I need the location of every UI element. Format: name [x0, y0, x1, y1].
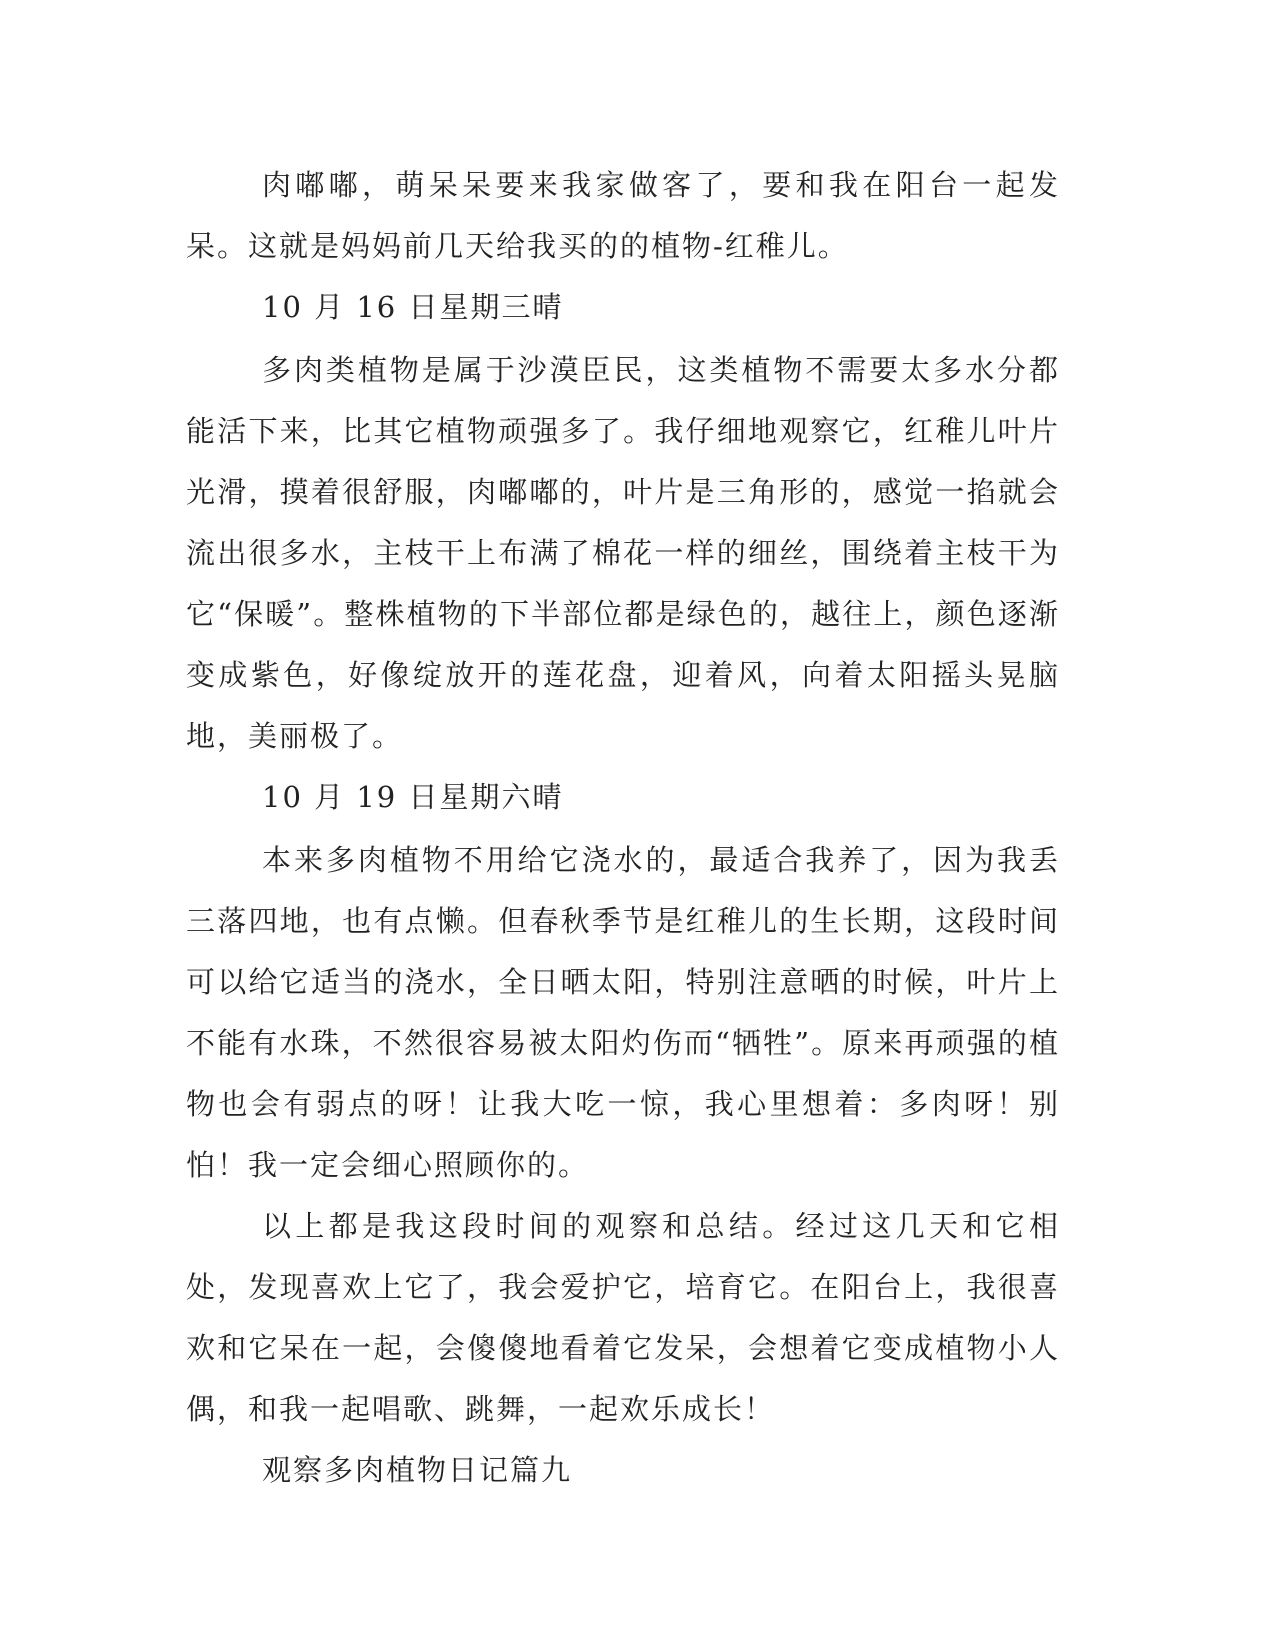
- paragraph-watering: 本来多肉植物不用给它浇水的，最适合我养了，因为我丢三落四地，也有点懒。但春秋季节是红稚儿的生长期，这段时间可以给它适当的浇水，全日晒太阳，特别注意晒的时候，叶片上不能有水珠，不然很容易被太阳灼伤而“牺牲”。原来再顽强的植物也会有弱点的呀！让我大吃一惊，我心里想着：多肉呀！别怕！我一定会细心照顾你的。: [186, 843, 1060, 1182]
- paragraph-intro: 肉嘟嘟，萌呆呆要来我家做客了，要和我在阳台一起发呆。这就是妈妈前几天给我买的的植物-红稚儿。: [186, 168, 1060, 263]
- paragraph-summary: 以上都是我这段时间的观察和总结。经过这几天和它相处，发现喜欢上它了，我会爱护它，培育它。在阳台上，我很喜欢和它呆在一起，会傻傻地看着它发呆，会想着它变成植物小人偶，和我一起唱歌、跳舞，一起欢乐成长！: [186, 1209, 1060, 1426]
- section-title: 观察多肉植物日记篇九: [262, 1453, 573, 1487]
- document-body: [186, 155, 1060, 1501]
- date-heading-oct-16: 10 月 16 日星期三晴: [262, 290, 564, 324]
- date-heading-oct-19: 10 月 19 日星期六晴: [262, 780, 564, 814]
- paragraph-observation: 多肉类植物是属于沙漠臣民，这类植物不需要太多水分都能活下来，比其它植物顽强多了。我仔细地观察它，红稚儿叶片光滑，摸着很舒服，肉嘟嘟的，叶片是三角形的，感觉一掐就会流出很多水，主枝干上布满了棉花一样的细丝，围绕着主枝干为它“保暖”。整株植物的下半部位都是绿色的，越往上，颜色逐渐变成紫色，好像绽放开的莲花盘，迎着风，向着太阳摇头晃脑地，美丽极了。: [186, 353, 1060, 753]
